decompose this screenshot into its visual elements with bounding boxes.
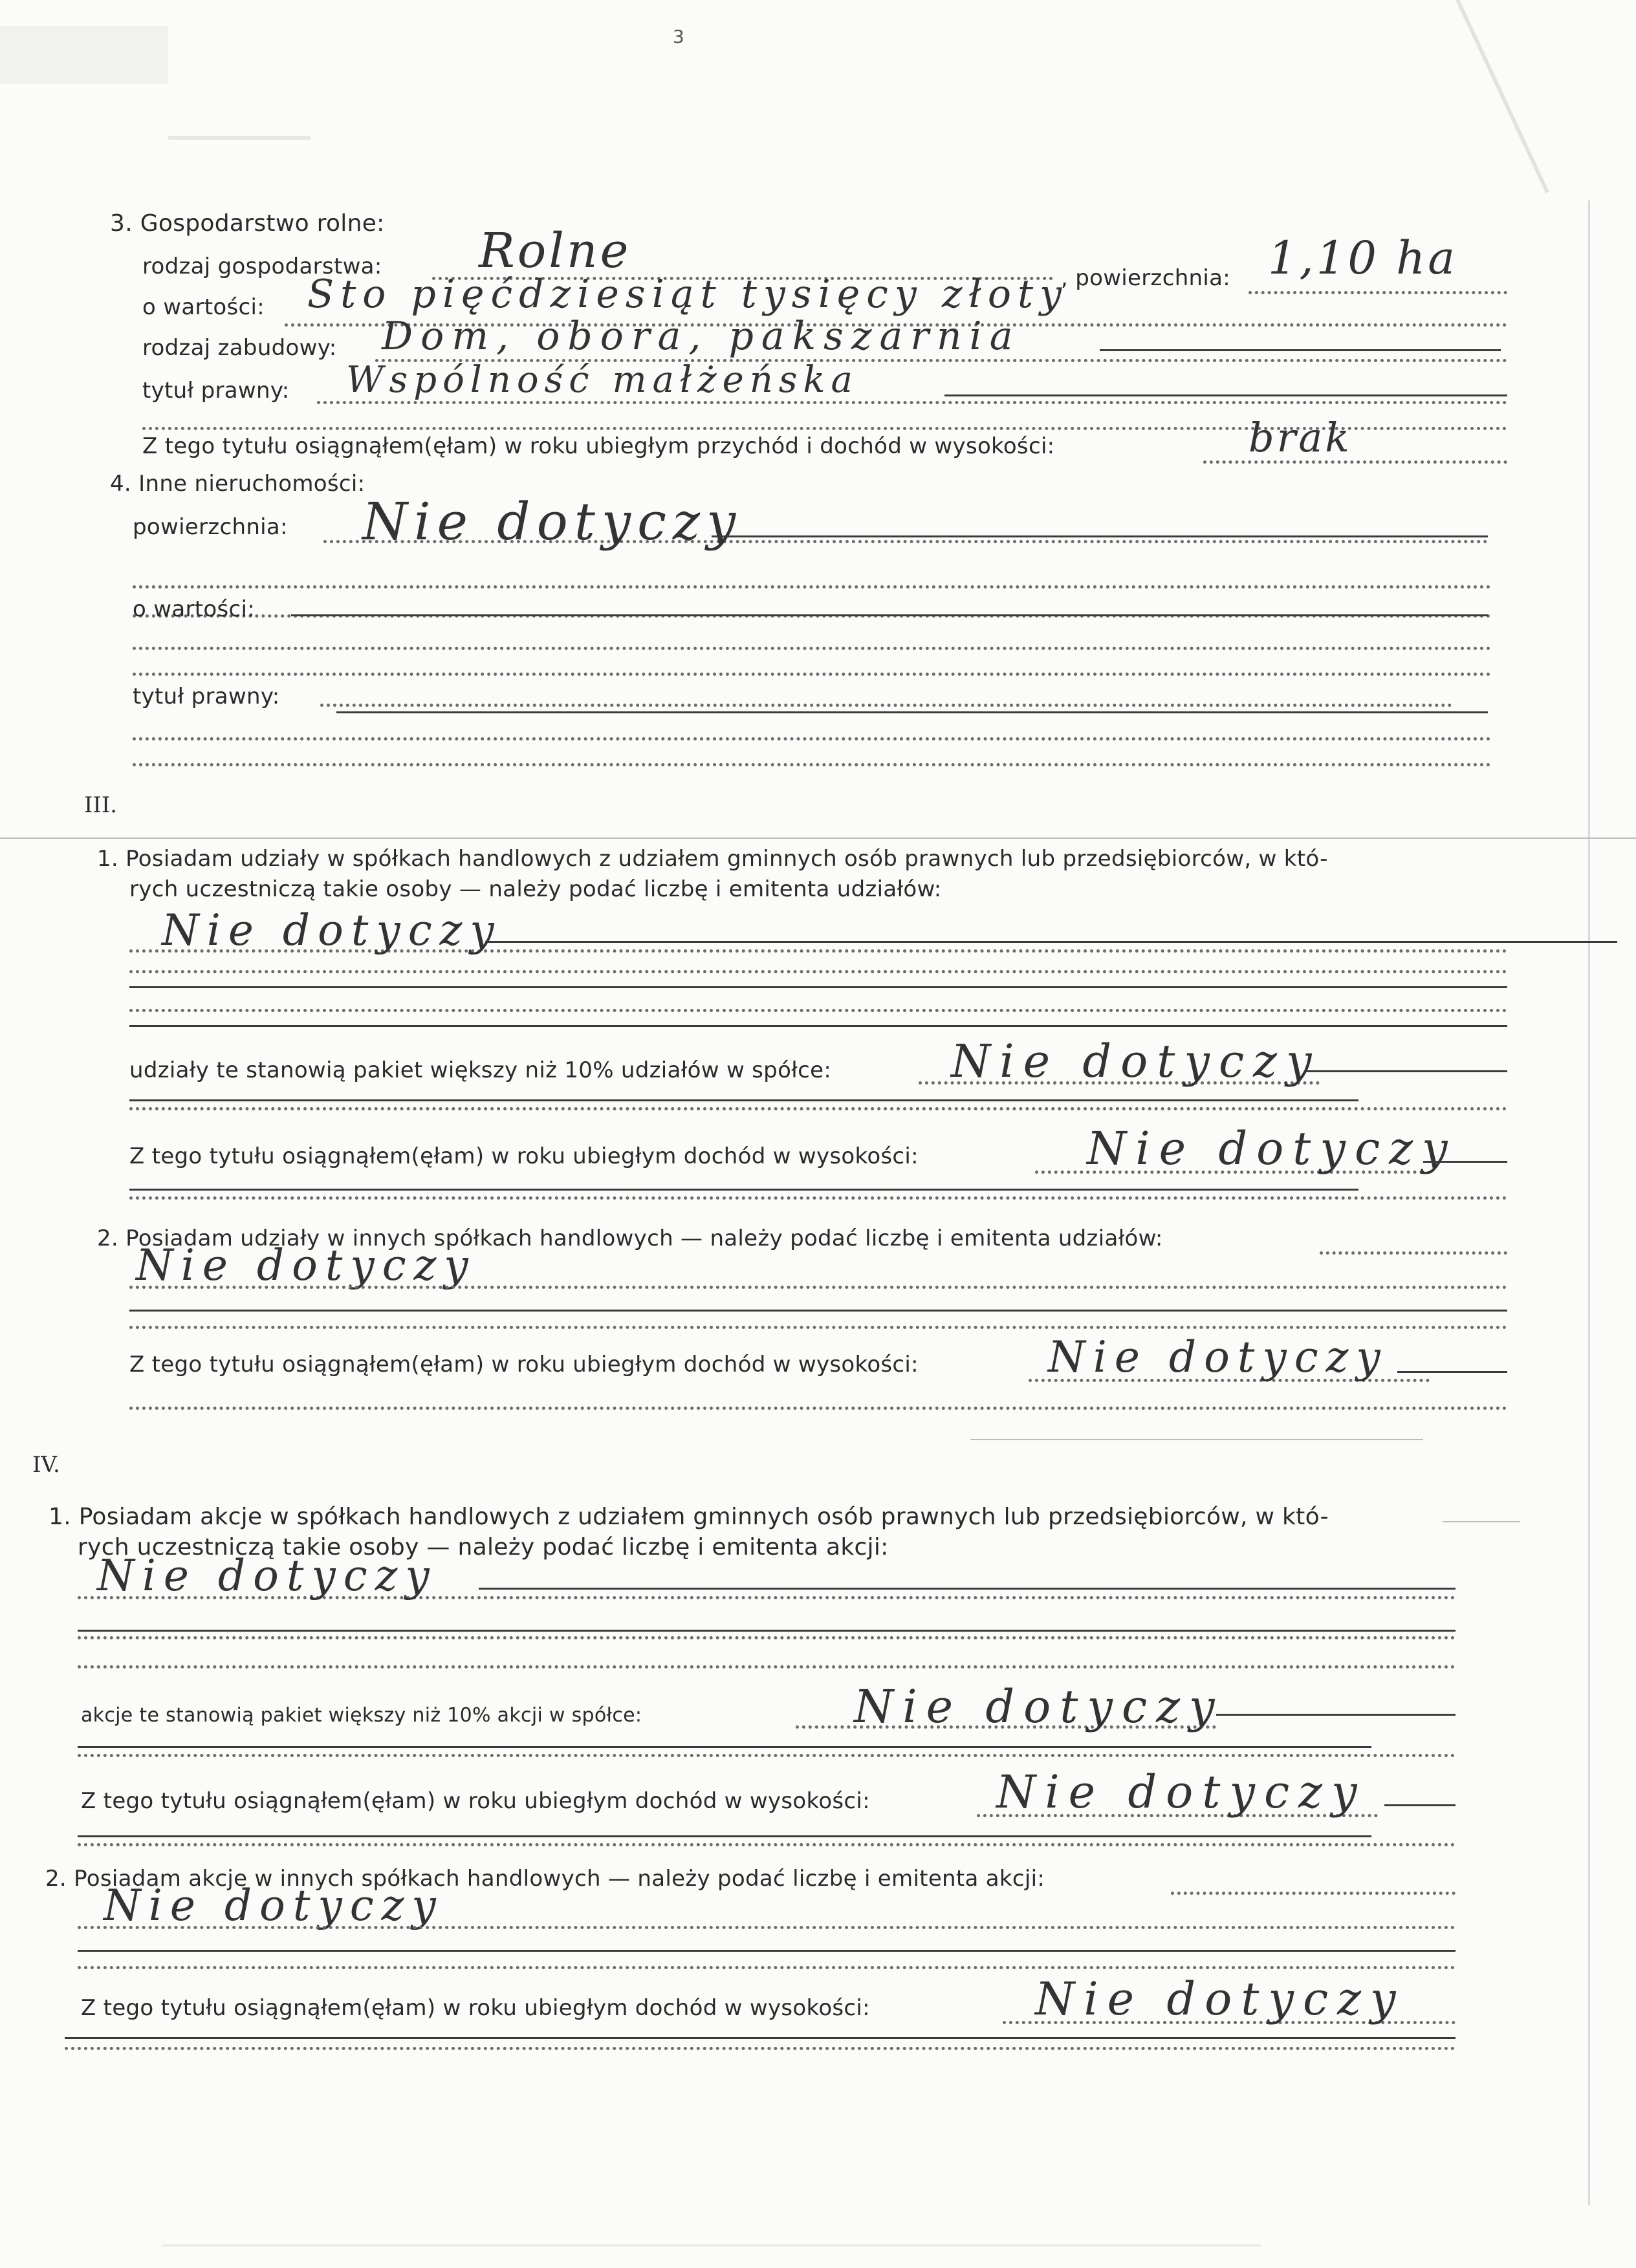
farm-income-value: brak: [1249, 414, 1352, 461]
farm-type-value: Rolne: [479, 223, 631, 279]
other-property-blank-3: [133, 647, 1491, 650]
other-property-title-dots: [320, 704, 1452, 707]
other-property-blank-1: [133, 585, 1491, 589]
section-3-p1-income-blank: [129, 1196, 1507, 1200]
farm-title-pen-line: [944, 394, 1507, 396]
section-4-p2-text: 2. Posiadam akcje w innych spółkach handlowych — należy podać liczbę i emitenta akcji:: [45, 1866, 1045, 1892]
section-3-p1-income-pen-line-2: [129, 1189, 1358, 1191]
section-3-p2-pen-line: [129, 1310, 1507, 1312]
section-4-p1-income-blank: [78, 1843, 1456, 1846]
other-property-title-pen-line: [336, 711, 1488, 713]
farm-type-label: rodzaj gospodarstwa:: [142, 254, 382, 279]
section-3-p1-share-blank: [129, 1107, 1507, 1110]
section-3-p1-value: Nie dotyczy: [162, 905, 502, 955]
section-4-p1-income-pen-line: [1384, 1804, 1456, 1806]
section-3-end-line: [970, 1439, 1423, 1440]
section-4-p1-pen-line: [479, 1588, 1456, 1590]
section-3-divider: [0, 837, 1636, 839]
section-4-p2-value: Nie dotyczy: [104, 1881, 444, 1930]
section-3-p1-text-1: 1. Posiadam udziały w spółkach handlowych z udziałem gminnych osób prawnych lub przedsiębiorców, w któ-: [97, 846, 1328, 872]
section-4-p1-pen-line-2: [78, 1630, 1456, 1632]
farm-area-label: , powierzchnia:: [1061, 265, 1231, 291]
section-3-p2-text: 2. Posiadam udziały w innych spółkach handlowych — należy podać liczbę i emitenta udziałów:: [97, 1226, 1163, 1251]
section-4-p2-income-value: Nie dotyczy: [1035, 1972, 1405, 2025]
section-3-p1-income-value: Nie dotyczy: [1087, 1122, 1457, 1175]
scan-noise-bottom: [162, 2244, 1261, 2247]
section-3-p1-pen-line: [485, 941, 1617, 943]
section-4-p1-income-label: Z tego tytułu osiągnąłem(ęłam) w roku ubiegłym dochód w wysokości:: [81, 1788, 870, 1814]
farm-buildings-value: Dom, obora, pakszarnia: [382, 314, 1021, 359]
farm-value-value: Sto pięćdziesiąt tysięcy złoty: [307, 272, 1069, 317]
section-4-p2-dots: [78, 1926, 1456, 1929]
section-4-p1-share-pen-line-2: [78, 1746, 1371, 1748]
section-4-p1-share-pen-line: [1216, 1714, 1456, 1716]
farm-heading: 3. Gospodarstwo rolne:: [110, 210, 385, 237]
other-property-area-value: Nie dotyczy: [362, 491, 743, 552]
section-3-p1-text-2: rych uczestniczą takie osoby — należy podać liczbę i emitenta udziałów:: [129, 876, 942, 902]
section-4-numeral: IV.: [32, 1452, 60, 1478]
other-property-heading: 4. Inne nieruchomości:: [110, 471, 365, 497]
scan-noise-top-left: [0, 26, 168, 84]
section-3-p1-share-pen-line-2: [129, 1099, 1358, 1101]
section-3-p1-income-label: Z tego tytułu osiągnąłem(ęłam) w roku ubiegłym dochód w wysokości:: [129, 1143, 919, 1169]
section-4-p2-pen-line: [78, 1950, 1456, 1952]
section-4-p1-share-label: akcje te stanowią pakiet większy niż 10% akcji w spółce:: [81, 1704, 642, 1727]
farm-value-label: o wartości:: [142, 294, 265, 320]
section-4-p2-text-dots: [1171, 1892, 1456, 1895]
section-4-p1-text-1: 1. Posiadam akcje w spółkach handlowych z udziałem gminnych osób prawnych lub przedsiębiorców, w któ-: [49, 1504, 1329, 1530]
farm-title-dots: [317, 401, 1507, 404]
other-property-area-pen-line: [712, 535, 1488, 537]
farm-title-value: Wspólność małżeńska: [346, 359, 858, 401]
other-property-area-label: powierzchnia:: [133, 514, 288, 540]
other-property-title-label: tytuł prawny:: [133, 684, 280, 709]
section-4-p2-income-blank: [65, 2047, 1456, 2050]
other-property-blank-4: [133, 673, 1491, 676]
other-property-value-label: o wartości:: [133, 596, 255, 622]
section-3-p2-blank: [129, 1326, 1507, 1329]
section-3-p1-share-pen-line: [1307, 1070, 1507, 1072]
section-3-p1-share-value: Nie dotyczy: [951, 1035, 1321, 1088]
section-3-p2-income-pen-line: [1397, 1371, 1507, 1373]
section-3-p1-pen-line-3: [129, 1025, 1507, 1027]
section-4-p1-share-blank: [78, 1754, 1456, 1757]
section-4-p2-blank: [78, 1966, 1456, 1969]
section-3-p1-income-pen-line: [1423, 1161, 1507, 1163]
section-3-p1-pen-line-2: [129, 986, 1507, 988]
section-4-p2-income-label: Z tego tytułu osiągnąłem(ęłam) w roku ubiegłym dochód w wysokości:: [81, 1995, 870, 2021]
section-4-p1-blank-2: [78, 1665, 1456, 1669]
section-4-p1-blank-1: [78, 1636, 1456, 1639]
scan-noise-top: [168, 136, 311, 140]
farm-area-dots: [1249, 291, 1507, 294]
farm-buildings-label: rodzaj zabudowy:: [142, 335, 337, 361]
farm-area-value: 1,10 ha: [1268, 232, 1457, 285]
section-3-p1-blank-1: [129, 970, 1507, 973]
section-4-p1-income-pen-line-2: [78, 1835, 1371, 1837]
section-4-p1-income-value: Nie dotyczy: [996, 1766, 1366, 1819]
section-4-p2-income-pen-line: [65, 2037, 1456, 2039]
section-4-side-line: [1443, 1521, 1520, 1522]
page-edge-right: [1588, 200, 1590, 2205]
section-3-p2-dots: [129, 1286, 1507, 1289]
section-3-p2-text-dots: [1320, 1251, 1507, 1255]
other-property-blank-6: [133, 763, 1491, 766]
farm-income-label: Z tego tytułu osiągnąłem(ęłam) w roku ubiegłym przychód i dochód w wysokości:: [142, 433, 1055, 459]
section-3-p2-income-label: Z tego tytułu osiągnąłem(ęłam) w roku ubiegłym dochód w wysokości:: [129, 1352, 919, 1377]
page-mark: 3: [673, 26, 684, 47]
section-3-numeral: III.: [84, 792, 118, 818]
section-3-p1-share-label: udziały te stanowią pakiet większy niż 10% udziałów w spółce:: [129, 1057, 832, 1083]
section-4-p1-share-value: Nie dotyczy: [854, 1680, 1224, 1733]
other-property-value-pen-line: [291, 614, 1488, 616]
section-4-p1-text-2: rych uczestniczą takie osoby — należy podać liczbę i emitenta akcji:: [78, 1534, 889, 1561]
farm-buildings-pen-line: [1100, 349, 1501, 351]
section-3-p2-income-value: Nie dotyczy: [1048, 1332, 1388, 1382]
other-property-blank-5: [133, 737, 1491, 740]
section-3-p2-value: Nie dotyczy: [136, 1240, 476, 1290]
section-3-p1-blank-2: [129, 1009, 1507, 1012]
farm-title-label: tytuł prawny:: [142, 378, 290, 404]
section-4-p1-value: Nie dotyczy: [97, 1551, 437, 1601]
scan-noise-corner: [1456, 0, 1549, 193]
section-3-p2-income-blank: [129, 1407, 1507, 1410]
